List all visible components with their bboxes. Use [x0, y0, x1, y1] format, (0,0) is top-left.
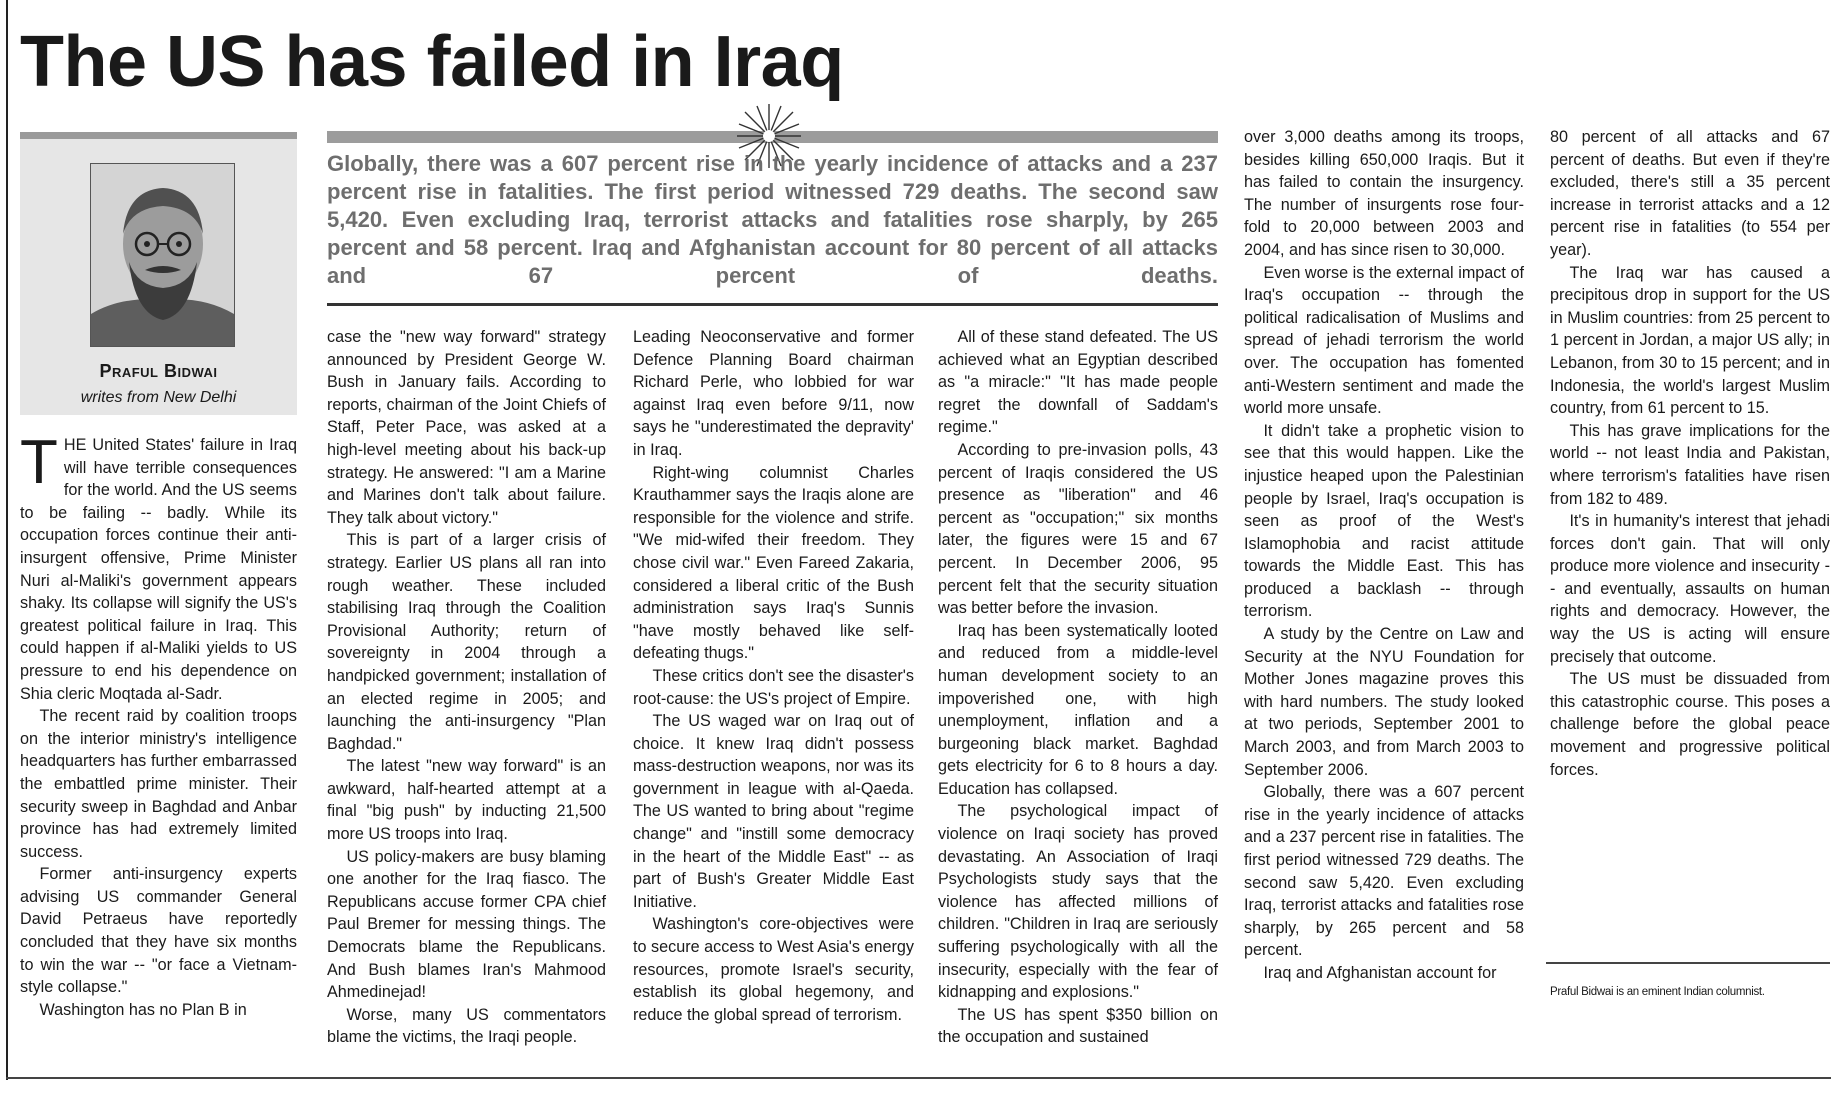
author-location: writes from New Delhi — [80, 389, 237, 406]
byline-box — [20, 132, 297, 415]
page-bottom-rule — [6, 1077, 1831, 1079]
column-4 — [938, 326, 1218, 1049]
paragraph: Washington's core-objectives were to secure access to West Asia's energy resources, promote Israel's security, establish its global hegemony, and reduce the global spread of terrorism. — [633, 915, 914, 1024]
paragraph: These critics don't see the disaster's root-cause: the US's project of Empire. — [633, 666, 914, 708]
page-left-rule — [6, 0, 8, 1080]
paragraph: US policy-makers are busy blaming one another for the Iraq fiasco. The Republicans accuse former CPA chief Paul Bremer for messing things. The Democrats blame the Republicans. And Bush blames Iran's Mahmood Ahmedinejad! — [327, 847, 606, 1002]
paragraph: The recent raid by coalition troops on the interior ministry's intelligence headquarters has further embarrassed the embattled prime minister. Their security sweep in Baghdad and Anbar province has had extremely limited success. — [20, 707, 297, 861]
column-3 — [633, 326, 914, 1026]
paragraph: Washington has no Plan B in — [39, 1000, 247, 1019]
pullquote-bottom-rule — [327, 303, 1218, 306]
column-6 — [1550, 126, 1830, 781]
paragraph: Leading Neoconservative and former Defence Planning Board chairman Richard Perle, who lobbied for war against Iraq even before 9/11, now says he "underestimated the depravity' in Iraq. — [633, 328, 914, 459]
paragraph: The US must be dissuaded from this catastrophic course. This poses a challenge before the global peace movement and progressive political forces. — [1550, 670, 1830, 779]
pullquote: Globally, there was a 607 percent rise in the yearly incidence of attacks and a 237 percent rise in fatalities. The first period witnessed 729 deaths. The second saw 5,420. Even excluding Iraq, terrorist attacks and fatalities rose sharply, by 265 percent and 58 percent. Iraq and Afghanistan account for 80 percent of all attacks and 67 percent of deaths. — [327, 151, 1218, 288]
author-portrait-illustration — [91, 164, 234, 346]
paragraph: The US waged war on Iraq out of choice. It knew Iraq didn't possess mass-destruction weapons, nor was its government in league with al-Qaeda. The US wanted to bring about "regime change" and "instill some democracy in the heart of the Middle East" -- as part of Bush's Greater Middle East Initiative. — [633, 712, 914, 911]
paragraph: 80 percent of all attacks and 67 percent of deaths. But even if they're excluded, there's still a 35 percent increase in terrorist attacks and a 12 percent rise in fatalities (to 554 per year). — [1550, 128, 1830, 259]
paragraph: Former anti-insurgency experts advising US commander General David Petraeus have reportedly concluded that they have six months to win the war -- "or face a Vietnam-style collapse." — [20, 865, 297, 997]
paragraph: The Iraq war has caused a precipitous drop in support for the US in Muslim countries: from 25 percent to 1 percent in Jordan, a major US ally; in Lebanon, from 30 to 15 percent; and in Indonesia, the world's largest Muslim country, from 61 percent to 15. — [1550, 263, 1830, 418]
author-note: Praful Bidwai is an eminent Indian columnist. — [1550, 986, 1765, 998]
paragraph: It's in humanity's interest that jehadi forces don't gain. That will only produce more violence and insecurity -- and eventually, assaults on human rights and democracy. However, the way the US is acting will ensure precisely that outcome. — [1550, 512, 1830, 666]
paragraph: Worse, many US commentators blame the victims, the Iraqi people. — [327, 1005, 606, 1047]
column-5 — [1244, 126, 1524, 985]
article-end-rule — [1546, 962, 1830, 964]
column-1 — [20, 428, 297, 1021]
paragraph: The psychological impact of violence on Iraqi society has proved devastating. An Association of Iraqi Psychologists study says that the violence has affected millions of children. "Children in Iraq are seriously suffering psychologically with all the insecurity, especially with the fear of kidnapping and explosions." — [938, 802, 1218, 1002]
paragraph: over 3,000 deaths among its troops, besides killing 650,000 Iraqis. But it has failed to contain the insurgency. The number of insurgents rose four-fold to 20,000 between 2003 and 2004, and has since risen to 30,000. — [1244, 128, 1524, 259]
paragraph: Iraq has been systematically looted and reduced from a middle-level human development society to an impoverished one, with high unemployment, inflation and a burgeoning black market. Baghdad gets electricity for 6 to 8 hours a day. Education has collapsed. — [938, 621, 1218, 798]
author-photo — [90, 163, 235, 347]
column-2 — [327, 326, 606, 1049]
paragraph: Iraq and Afghanistan account for — [1263, 963, 1497, 982]
paragraph: A study by the Centre on Law and Security at the NYU Foundation for Mother Jones magazine proves this with hard numbers. The study looked at two periods, September 2001 to March 2003, and from March 2003 to September 2006. — [1244, 625, 1524, 779]
paragraph: According to pre-invasion polls, 43 percent of Iraqis considered the US presence as "liberation" and 46 percent as "occupation;" six months later, the figures were 15 and 67 percent. In December 2006, 95 percent felt that the security situation was better before the invasion. — [938, 440, 1218, 618]
headline: The US has failed in Iraq — [20, 22, 844, 102]
paragraph: Right-wing columnist Charles Krauthammer says the Iraqis alone are responsible for the violence and strife. "We mid-wifed their freedom. They chose civil war." Even Fareed Zakaria, considered a liberal critic of the Bush administration says Iraq's Sunnis "have mostly behaved like self-defeating thugs." — [633, 463, 914, 663]
paragraph: This is part of a larger crisis of strategy. Earlier US plans all ran into rough weather. These included stabilising Iraq through the Coalition Provisional Authority; return of sovereignty in 2004 through a handpicked government; installation of an elected regime in 2005; and launching the anti-insurgency "Plan Baghdad." — [327, 531, 606, 753]
drop-cap: T — [20, 428, 58, 497]
paragraph: Globally, there was a 607 percent rise in the yearly incidence of attacks and a 237 percent rise in fatalities. The first period witnessed 729 deaths. The second saw 5,420. Even excluding Iraq, terrorist attacks and fatalities rose sharply, by 265 percent and 58 percent. — [1244, 783, 1524, 960]
paragraph: The US has spent $350 billion on the occupation and sustained — [938, 1005, 1218, 1047]
paragraph: The latest "new way forward" is an awkward, half-hearted attempt at a final "big push" by inducting 21,500 more US troops into Iraq. — [327, 757, 606, 844]
paragraph: This has grave implications for the world -- not least India and Pakistan, where terrorism's fatalities have risen from 182 to 489. — [1550, 421, 1830, 508]
lead-text: HE United States' failure in Iraq will have terrible consequences for the world. And the US seems to be failing -- badly. While its occupation forces continue their anti-insurgent offensive, Prime Minister Nuri al-Maliki's government appears shaky. Its collapse will signify the US's greatest political failure in Iraq. This could happen if al-Maliki yields to US pressure to end his dependence on Shia cleric Moqtada al-Sadr. — [20, 436, 297, 703]
paragraph: case the "new way forward" strategy announced by President George W. Bush in January fails. According to reports, chairman of the Joint Chiefs of Staff, Peter Pace, was asked at a high-level meeting about his back-up strategy. He answered: "I am a Marine and Marines don't talk about failure. They talk about victory." — [327, 328, 606, 527]
paragraph: It didn't take a prophetic vision to see that this would happen. Like the injustice heaped upon the Palestinian people by Israel, Iraq's occupation is seen as proof of the West's Islamophobia and racist attitude towards the Middle East. This has produced a backlash -- through terrorism. — [1244, 421, 1524, 621]
paragraph: All of these stand defeated. The US achieved what an Egyptian described as "a miracle:" "It has made people regret the downfall of Saddam's regime." — [938, 328, 1218, 437]
author-name: Praful Bidwai — [99, 361, 218, 381]
paragraph: Even worse is the external impact of Iraq's occupation -- through the political radicalisation of Muslims and spread of jehadi terrorism the world over. The occupation has fomented anti-Western sentiment and made the world more unsafe. — [1244, 263, 1524, 418]
paragraph-lead — [20, 428, 297, 705]
